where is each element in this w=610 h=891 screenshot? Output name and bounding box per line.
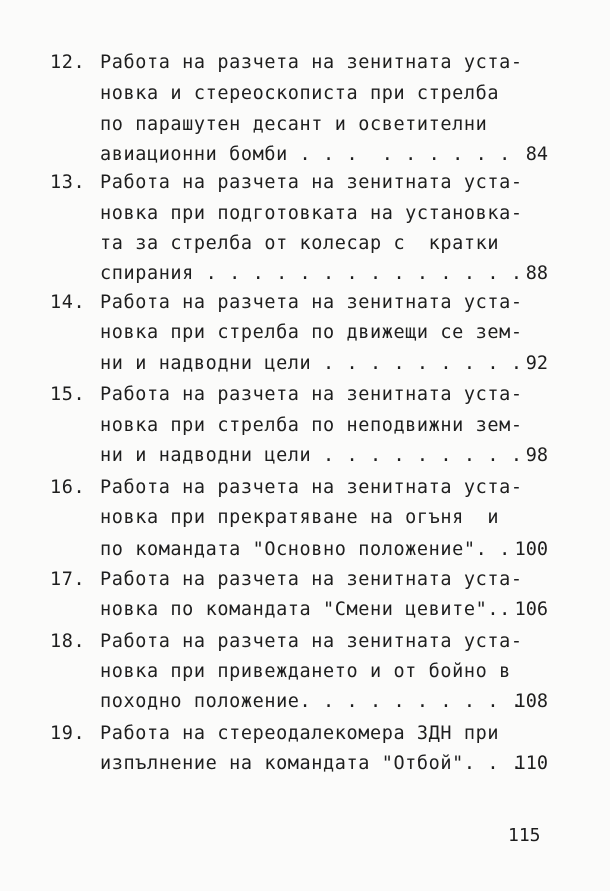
entry-number: 17. (50, 569, 86, 590)
entry-page-number: 108 (514, 691, 548, 712)
entry-text-line: Работа на разчета на зенитната уста- (100, 384, 523, 405)
entry-number: 13. (50, 172, 86, 193)
entry-text-line: та за стрелба от колесар с кратки (100, 233, 500, 254)
entry-text-line: Работа на разчета на зенитната уста- (100, 52, 523, 73)
entry-text-line: Работа на стереодалекомера ЗДН при (100, 723, 500, 744)
entry-text-line: новка при прекратяване на огъня и (100, 507, 500, 528)
entry-text-line: новка при стрелба по движещи се зем- (100, 322, 523, 343)
entry-page-number: 98 (525, 445, 548, 466)
entry-text-line: новка при стрелба по неподвижни зем- (100, 415, 523, 436)
entry-page-number: 84 (525, 144, 548, 165)
entry-number: 19. (50, 723, 86, 744)
entry-number: 12. (50, 52, 86, 73)
entry-page-number: 88 (525, 263, 548, 284)
entry-text-line: Работа на разчета на зенитната уста- (100, 172, 523, 193)
entry-text-line: новка при подготовката на установка- (100, 203, 523, 224)
entry-text-line: Работа на разчета на зенитната уста- (100, 569, 523, 590)
entry-page-number: 106 (514, 599, 548, 620)
entry-text-line: новка и стереоскописта при стрелба (100, 83, 500, 104)
entry-text-line: Работа на разчета на зенитната уста- (100, 631, 523, 652)
entry-text-line: ни и надводни цели . . . . . . . . . (100, 353, 523, 374)
entry-page-number: 92 (525, 353, 548, 374)
entry-page-number: 100 (514, 539, 548, 560)
page-number-footer: 115 (508, 825, 541, 846)
entry-number: 14. (50, 292, 86, 313)
entry-text-line: ни и надводни цели . . . . . . . . . (100, 445, 523, 466)
entry-text-line: Работа на разчета на зенитната уста- (100, 292, 523, 313)
entry-text-line: новка при привеждането и от бойно в (100, 661, 511, 682)
entry-text-line: по парашутен десант и осветителни (100, 114, 488, 135)
entry-number: 18. (50, 631, 86, 652)
entry-text-line: спирания . . . . . . . . . . . . . . (100, 263, 523, 284)
entry-number: 15. (50, 384, 86, 405)
entry-text-line: изпълнение на командата "Отбой". . . (100, 753, 523, 774)
entry-text-line: авиационни бомби . . . . . . . . . (100, 144, 511, 165)
entry-text-line: Работа на разчета на зенитната уста- (100, 477, 523, 498)
entry-page-number: 110 (514, 753, 548, 774)
entry-text-line: новка по командата "Смени цевите".. (100, 599, 511, 620)
entry-text-line: походно положение. . . . . . . . . . (100, 691, 523, 712)
entry-number: 16. (50, 477, 86, 498)
entry-text-line: по командата "Основно положение". . (100, 539, 511, 560)
